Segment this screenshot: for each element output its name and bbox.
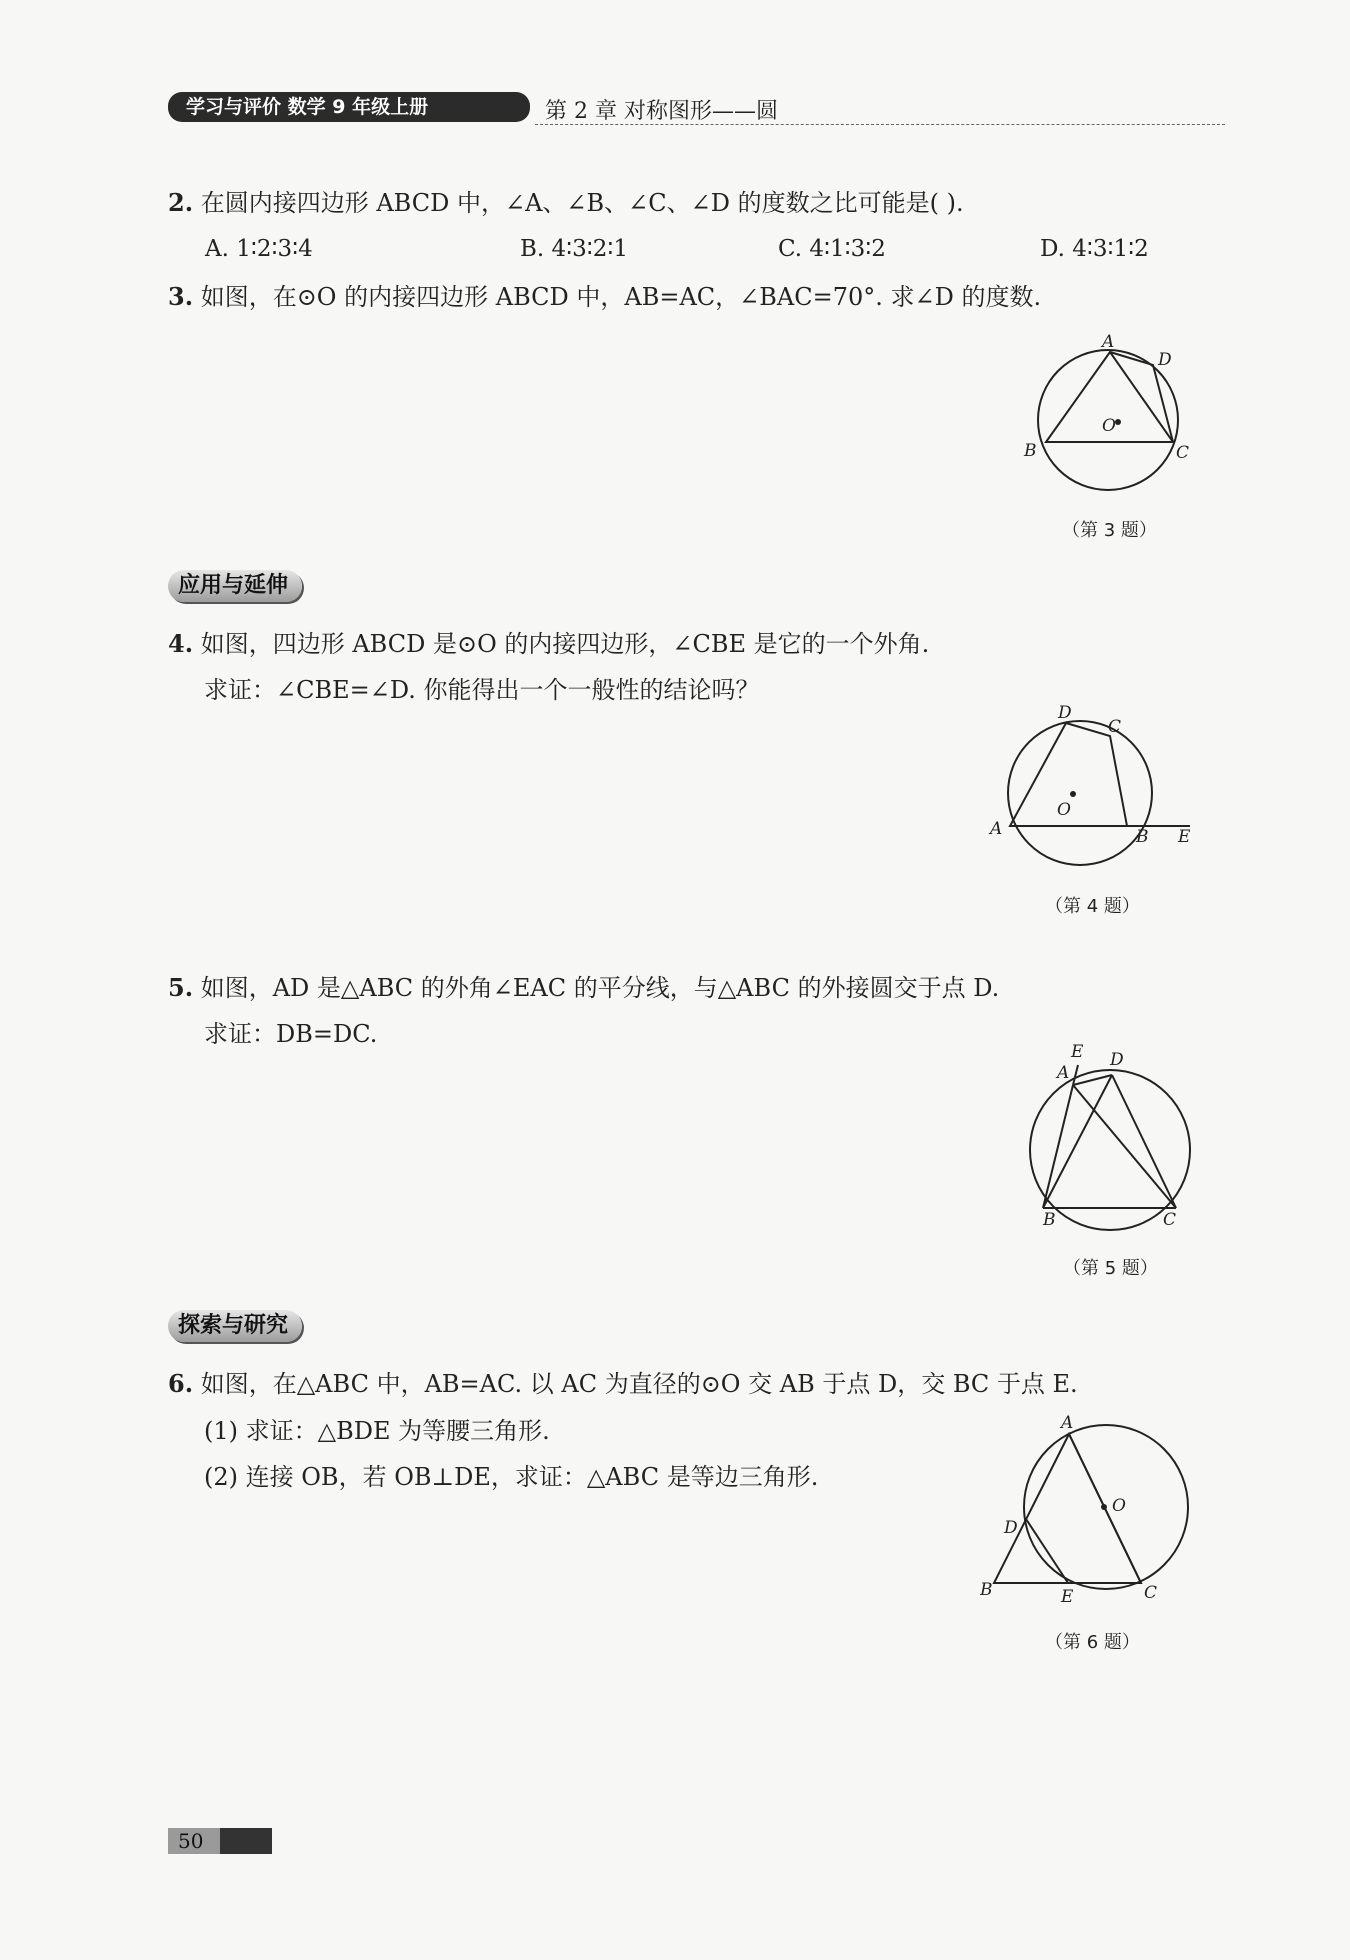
- label-b: B: [1136, 827, 1149, 847]
- question-text: 如图，在⊙O 的内接四边形 ABCD 中，AB=AC，∠BAC=70°. 求∠D 的度数.: [200, 283, 1042, 311]
- section-heading: 应用与延伸: [168, 570, 302, 602]
- question-3: [168, 274, 1041, 320]
- label-c: C: [1108, 717, 1122, 737]
- question-number: 5.: [168, 973, 194, 1002]
- segment-ba: [1043, 1085, 1073, 1208]
- label-d: D: [1110, 1050, 1124, 1070]
- label-b: B: [980, 1580, 993, 1600]
- section-heading: 探索与研究: [168, 1310, 302, 1342]
- chapter-title: 第 2 章 对称图形——圆: [545, 99, 778, 124]
- figure-5-diagram: [1015, 1035, 1215, 1235]
- center-dot: [1101, 1504, 1107, 1510]
- label-d: D: [1158, 350, 1172, 370]
- question-number: 6.: [168, 1369, 194, 1398]
- question-6-part2: (2) 连接 OB，若 OB⊥DE，求证：△ABC 是等边三角形.: [204, 1463, 819, 1491]
- figure-3-caption: （第 3 题）: [1062, 520, 1157, 541]
- question-number: 4.: [168, 629, 194, 658]
- label-a: A: [990, 819, 1003, 839]
- center-dot: [1070, 791, 1076, 797]
- option-a: A. 1∶2∶3∶4: [205, 236, 313, 262]
- extension-ae: [1073, 1065, 1078, 1085]
- question-5-line2: 求证：DB=DC.: [204, 1020, 378, 1048]
- question-number: 2.: [168, 188, 194, 217]
- book-title-badge: 学习与评价 数学 9 年级上册: [168, 92, 530, 122]
- label-e: E: [1061, 1587, 1074, 1607]
- question-6-part1: (1) 求证：△BDE 为等腰三角形.: [204, 1417, 550, 1445]
- circle-o: [1008, 721, 1152, 865]
- segment-ac: [1073, 1085, 1176, 1208]
- question-text: 在圆内接四边形 ABCD 中，∠A、∠B、∠C、∠D 的度数之比可能是( ).: [200, 189, 964, 217]
- figure-4-caption: （第 4 题）: [1045, 896, 1140, 917]
- circulumcircle: [1030, 1070, 1190, 1230]
- segment-bd: [1043, 1075, 1112, 1208]
- label-o: O: [1057, 800, 1071, 820]
- option-c: C. 4∶1∶3∶2: [778, 236, 886, 262]
- question-text: 如图，在△ABC 中，AB=AC. 以 AC 为直径的⊙O 交 AB 于点 D，交 BC 于点 E.: [200, 1370, 1078, 1398]
- label-a: A: [1102, 332, 1115, 352]
- question-text: 如图，AD 是△ABC 的外角∠EAC 的平分线，与△ABC 的外接圆交于点 D.: [200, 974, 1000, 1002]
- option-b: B. 4∶3∶2∶1: [520, 236, 629, 262]
- figure-6-caption: （第 6 题）: [1045, 1632, 1140, 1653]
- label-o: O: [1112, 1496, 1126, 1516]
- page-number: 50: [168, 1828, 272, 1854]
- figure-5-caption: （第 5 题）: [1063, 1258, 1158, 1279]
- label-c: C: [1144, 1583, 1158, 1603]
- label-a: A: [1061, 1413, 1074, 1433]
- option-d: D. 4∶3∶1∶2: [1040, 236, 1149, 262]
- question-4: [168, 621, 929, 667]
- label-b: B: [1024, 441, 1037, 461]
- label-e: E: [1071, 1042, 1084, 1062]
- label-c: C: [1176, 443, 1190, 463]
- figure-6-diagram: [980, 1408, 1205, 1608]
- figure-4-diagram: [980, 698, 1205, 878]
- question-6: [168, 1361, 1078, 1407]
- label-c: C: [1163, 1210, 1177, 1230]
- question-text: 如图，四边形 ABCD 是⊙O 的内接四边形，∠CBE 是它的一个外角.: [200, 630, 930, 658]
- question-number: 3.: [168, 282, 194, 311]
- label-d: D: [1004, 1518, 1018, 1538]
- question-2: [168, 180, 964, 226]
- label-b: B: [1043, 1210, 1056, 1230]
- question-5: [168, 965, 999, 1011]
- label-o: O: [1102, 416, 1116, 436]
- label-a: A: [1057, 1063, 1070, 1083]
- figure-3-diagram: [1010, 325, 1210, 505]
- label-d: D: [1058, 703, 1072, 723]
- label-e: E: [1178, 827, 1191, 847]
- question-4-line2: 求证：∠CBE=∠D. 你能得出一个一般性的结论吗？: [204, 676, 760, 704]
- header-divider: [535, 124, 1225, 125]
- segment-de: [1026, 1519, 1068, 1583]
